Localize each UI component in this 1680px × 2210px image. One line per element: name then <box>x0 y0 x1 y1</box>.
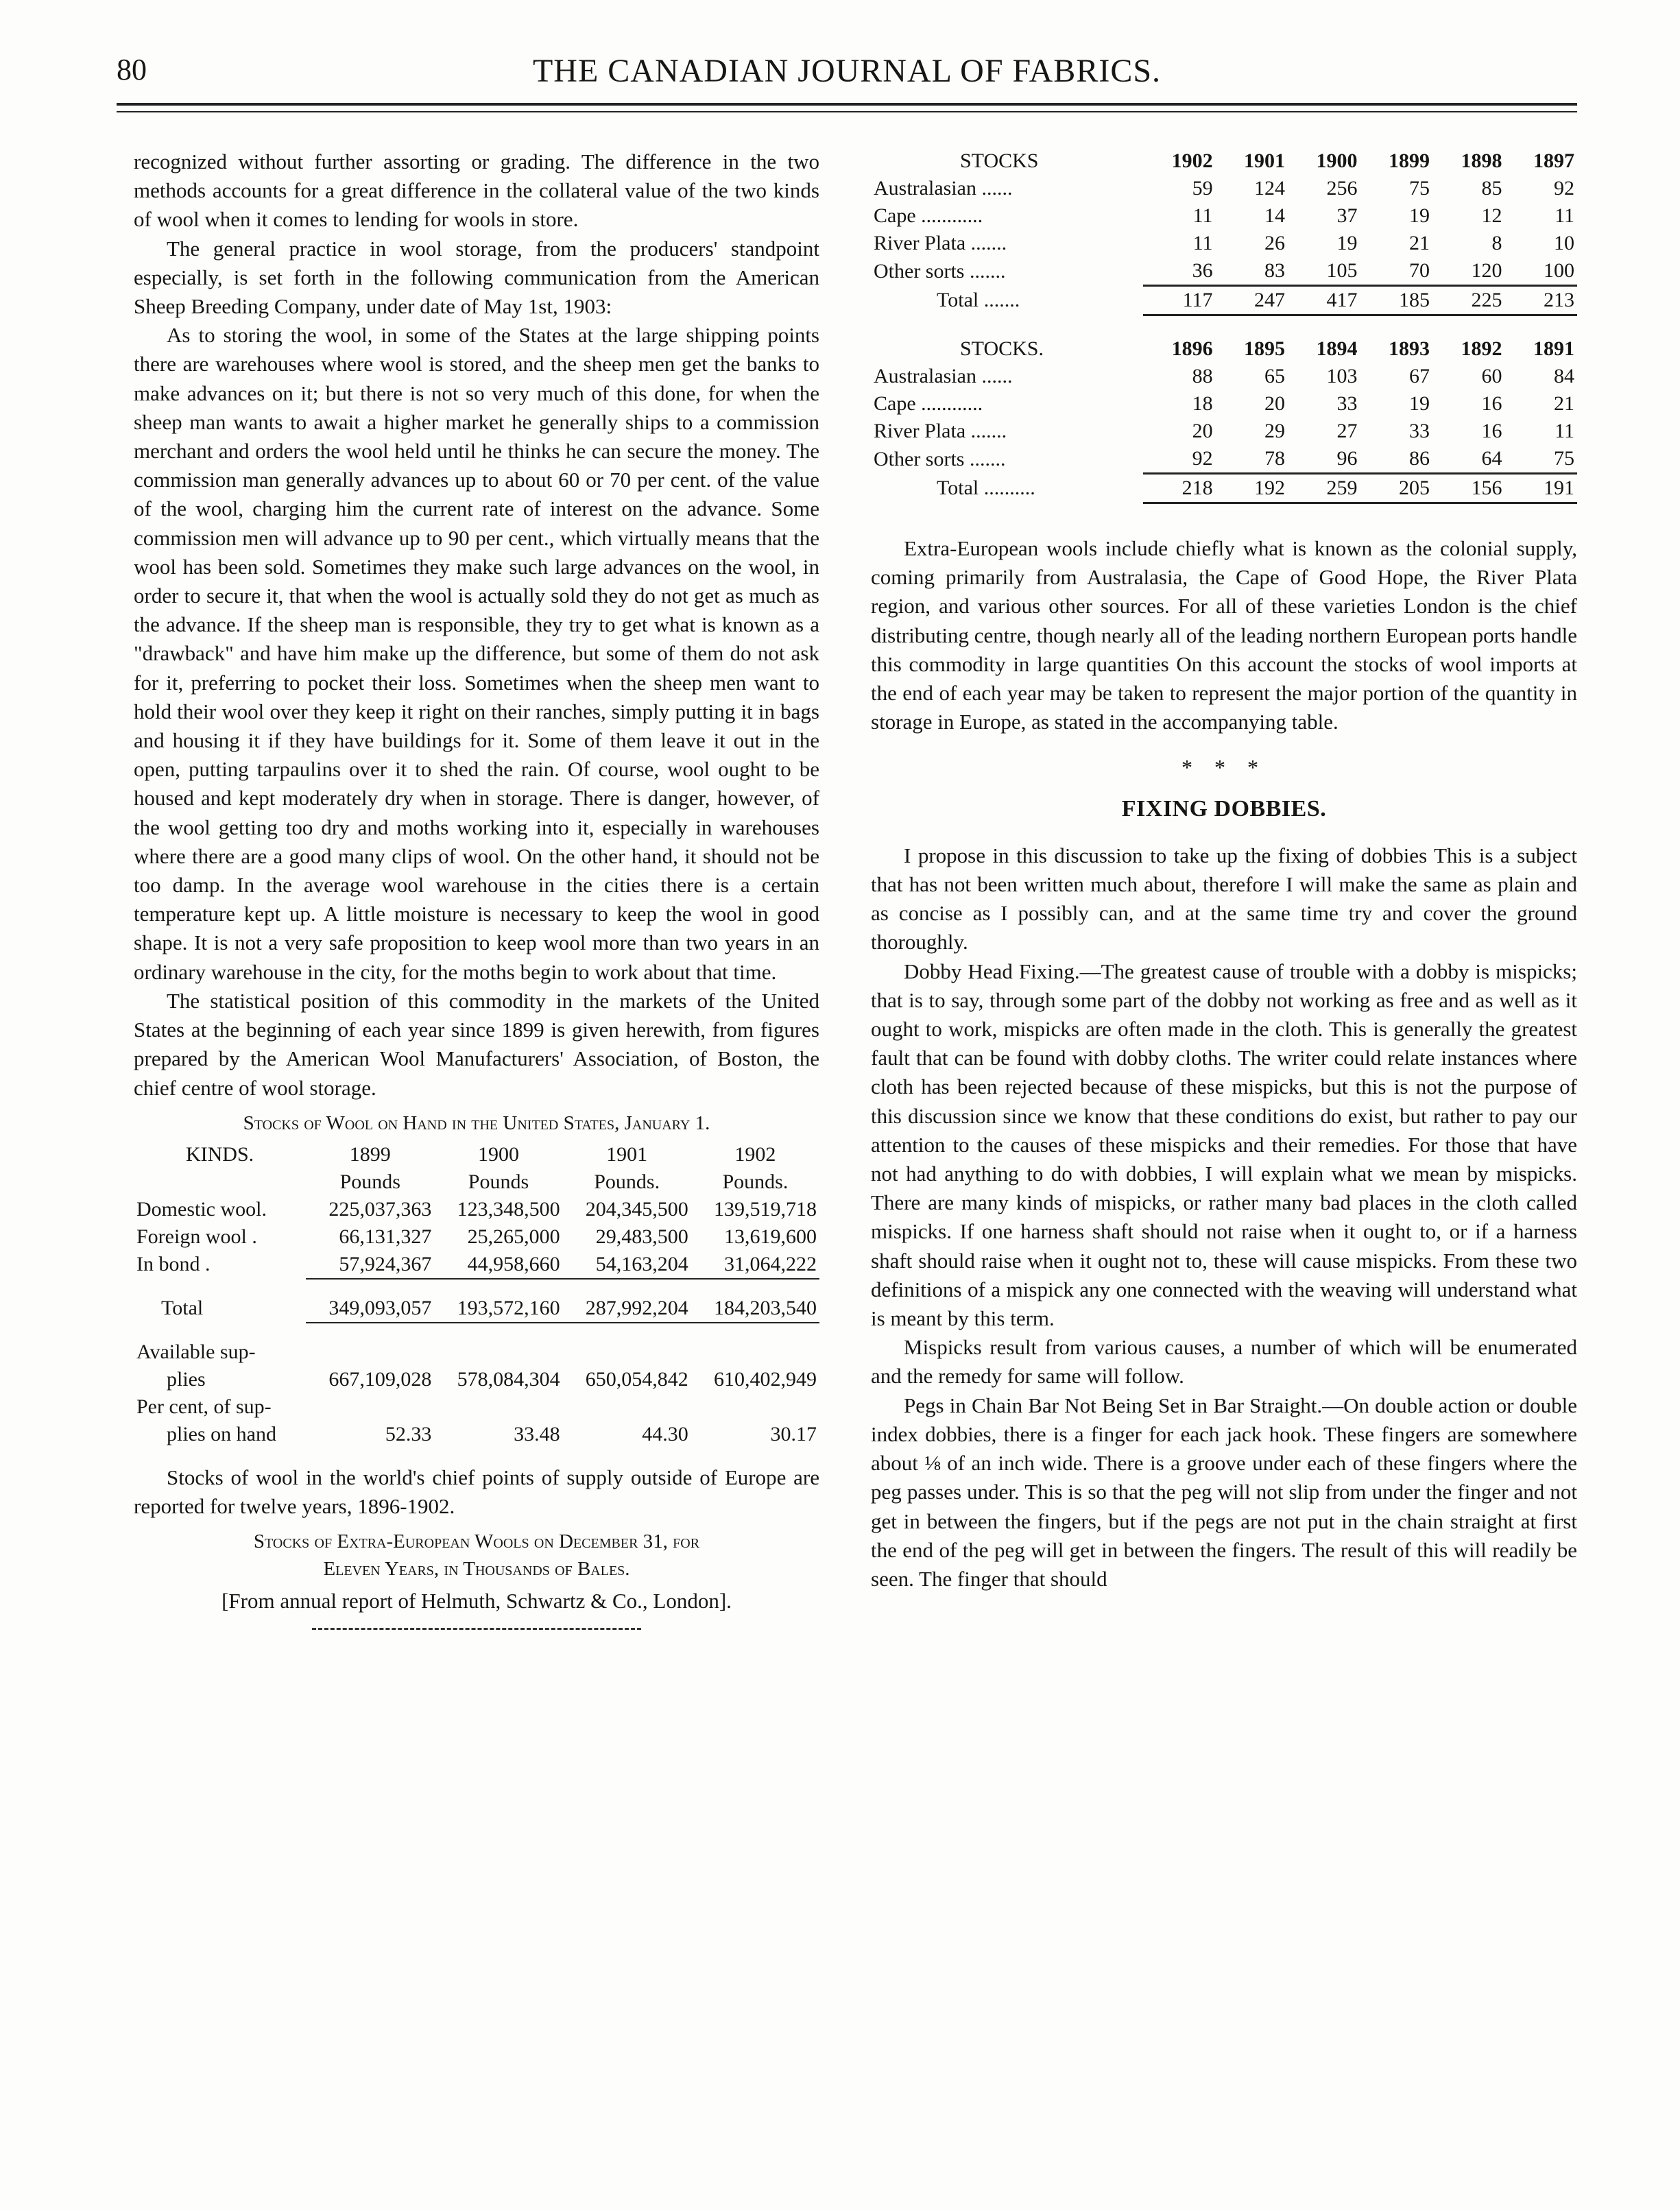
table-cell: 36 <box>1192 259 1213 282</box>
table-cell: 578,084,304 <box>457 1367 560 1391</box>
table-cell: 44,958,660 <box>434 1251 562 1279</box>
year-header: 1902 <box>734 1142 776 1166</box>
row-label: Total ....... <box>937 289 1020 311</box>
table-cell: 88 <box>1192 365 1213 387</box>
table-cell: 417 <box>1288 286 1360 315</box>
kinds-header: KINDS. <box>185 1142 254 1166</box>
unit-header: Pounds. <box>594 1170 660 1193</box>
table-cell: 14 <box>1264 204 1286 227</box>
table-row <box>871 202 1577 230</box>
table-row <box>134 1251 819 1279</box>
table-row <box>871 363 1577 390</box>
stocks-caption-line2: Eleven Years, in Thousands of Bales. <box>323 1558 630 1581</box>
paragraph: Extra-European wools include chiefly what is known as the colonial supply, coming primarily from Australasia, the Cape of Good Hope, the River Plata region, and various other sources. For all of these varieties London is the chief distributing centre, though nearly all of the leading northern European ports handle this commodity in large quantities On this account the stocks of wool imports at the end of each year may be taken to represent the major portion of the quantity in storage in Europe, as stated in the accompanying table. <box>871 536 1577 734</box>
right-column <box>871 147 1577 1594</box>
paragraph: The general practice in wool storage, from the producers' standpoint especially, is set forth in the following communication from the American Sheep Breeding Company, under date of May 1st, 1903: <box>134 236 819 319</box>
table-row <box>871 390 1577 418</box>
paragraph: Pegs in Chain Bar Not Being Set in Bar Straight.—On double action or double index dobbies, there is a finger for each jack hook. These fingers are somewhere about ⅛ of an inch wide. There is a groove under each of these fingers where the peg passes under. This is so that the peg will not slip from under the finger and not get in between the fingers, but if the pegs are not put in the chain straight at first the end of the peg will get in between the fingers. The result of this will readily be seen. The finger that should <box>871 1393 1577 1591</box>
row-label: Other sorts ....... <box>874 447 1006 470</box>
table-cell: 8 <box>1491 232 1502 254</box>
paragraph: The statistical position of this commodity in the markets of the United States at the beginning of each year since 1899 is given herewith, from figures prepared by the American Wool Manufacturers' Association, of Boston, the chief centre of wool storage. <box>134 988 819 1100</box>
stocks-caption-line1: Stocks of Extra-European Wools on December 31, for <box>253 1530 700 1553</box>
year-header: 1899 <box>1388 149 1430 172</box>
table-cell: 59 <box>1192 177 1213 200</box>
table-cell: 10 <box>1554 232 1574 254</box>
page-number: 80 <box>117 53 147 86</box>
header-rule-thin <box>117 111 1577 112</box>
year-header: 1893 <box>1388 337 1430 360</box>
table-cell: 256 <box>1326 177 1358 200</box>
table-cell: 123,348,500 <box>457 1197 560 1221</box>
table-cell: 29,483,500 <box>595 1225 688 1248</box>
table-cell: 31,064,222 <box>691 1251 819 1279</box>
table-cell: 64 <box>1481 447 1502 470</box>
paragraph: As to storing the wool, in some of the States at the large shipping points there are warehouses where wool is stored, and the sheep men get the banks to make advances on it; but there is not so very much of this done, for when the sheep man wants to await a higher market he generally ships to a commission merchant and orders the wool held until he thinks he can secure the money. The commission man generally advances up to about 60 or 70 per cent. of the value of the wool, charging him the current rate of interest on the advance. Some commission men will advance up to 90 per cent., which virtually means that the wool has been sold. Sometimes they make such large advances on the wool, in order to secure it, that when the wool is actually sold they do not get as much as the advance. If the sheep man is responsible, they try to get what is known as a "drawback" and have him make up the difference, but some of them do not ask for it, preferring to pocket their loss. Sometimes when the sheep men want to hold their wool over they keep it right on their ranches, simply putting it in bags and housing it if they have buildings for it. Some of them leave it out in the open, putting tarpaulins over it to shed the rain. Of course, wool ought to be housed and kept moderately dry when in storage. There is danger, however, of the wool getting too dry and moths working into it, especially in warehouses where there are a good many clips of wool. On the other hand, it should not be too damp. In the average wool warehouse in the cities there is a certain temperature kept up. A little moisture is necessary to keep the wool in good shape. It is not a very safe proposition to keep wool more than two years in an ordinary warehouse in the city, for the moths begin to work about that time. <box>134 323 819 984</box>
table-cell: 349,093,057 <box>306 1295 434 1323</box>
left-column <box>134 147 819 1630</box>
row-label: Total .......... <box>937 477 1035 499</box>
table-cell: 11 <box>1555 204 1574 227</box>
table-row <box>871 418 1577 445</box>
table-cell: 92 <box>1554 177 1574 200</box>
table-cell: 18 <box>1192 392 1213 415</box>
table-cell: 225,037,363 <box>328 1197 432 1221</box>
table-cell: 156 <box>1432 474 1504 503</box>
row-label: Cape ............ <box>874 392 983 415</box>
end-rule <box>312 1628 641 1630</box>
table-cell: 16 <box>1481 420 1502 442</box>
table-cell: 117 <box>1143 286 1215 315</box>
table-cell: 37 <box>1336 204 1358 227</box>
table-cell: 33 <box>1408 420 1430 442</box>
table-cell: 54,163,204 <box>563 1251 691 1279</box>
table-cell: 33.48 <box>514 1422 560 1445</box>
table-cell: 610,402,949 <box>714 1367 817 1391</box>
table-cell: 96 <box>1336 447 1358 470</box>
table-cell: 11 <box>1192 204 1213 227</box>
row-label: Available sup- <box>136 1340 256 1363</box>
table-cell: 60 <box>1481 365 1502 387</box>
table-cell: 20 <box>1264 392 1286 415</box>
row-label: Cape ............ <box>874 204 983 227</box>
stocks-header: STOCKS <box>960 149 1039 172</box>
year-header: 1896 <box>1171 337 1213 360</box>
year-header: 1898 <box>1461 149 1502 172</box>
table-row <box>134 1223 819 1251</box>
year-header: 1891 <box>1533 337 1574 360</box>
table-cell: 12 <box>1481 204 1502 227</box>
unit-header: Pounds <box>468 1170 529 1193</box>
paragraph: I propose in this discussion to take up the fixing of dobbies This is a subject that has not been written much about, therefore I will make the same as plain and as concise as I possibly can, and at the same time try and cover the ground thoroughly. <box>871 843 1577 954</box>
row-label: plies <box>167 1367 206 1391</box>
table-cell: 65 <box>1264 365 1286 387</box>
table-cell: 650,054,842 <box>585 1367 688 1391</box>
table-cell: 66,131,327 <box>339 1225 432 1248</box>
table-cell: 120 <box>1471 259 1502 282</box>
row-label: Foreign wool . <box>136 1225 257 1248</box>
year-header: 1901 <box>1244 149 1286 172</box>
table-cell: 103 <box>1326 365 1358 387</box>
table-cell: 29 <box>1264 420 1286 442</box>
table-cell: 100 <box>1544 259 1574 282</box>
table-cell: 247 <box>1216 286 1288 315</box>
header-rule <box>117 103 1577 106</box>
year-header: 1897 <box>1533 149 1574 172</box>
table-row <box>134 1366 819 1393</box>
table-cell: 75 <box>1408 177 1430 200</box>
year-header: 1892 <box>1461 337 1502 360</box>
table-cell: 21 <box>1408 232 1430 254</box>
table-cell: 30.17 <box>770 1422 817 1445</box>
stocks-header: STOCKS. <box>960 337 1044 360</box>
table-cell: 218 <box>1143 474 1215 503</box>
row-label: Australasian ...... <box>874 365 1013 387</box>
row-label: plies on hand <box>167 1422 276 1445</box>
table-cell: 92 <box>1192 447 1213 470</box>
table-cell: 13,619,600 <box>724 1225 817 1248</box>
year-header: 1901 <box>606 1142 648 1166</box>
table-cell: 213 <box>1504 286 1577 315</box>
table-cell: 192 <box>1216 474 1288 503</box>
table-cell: 19 <box>1408 392 1430 415</box>
table-row <box>871 257 1577 286</box>
table-cell: 70 <box>1408 259 1430 282</box>
extra-european-stocks-table-1 <box>871 147 1577 504</box>
table-cell: 27 <box>1336 420 1358 442</box>
table-cell: 11 <box>1555 420 1574 442</box>
table-cell: 185 <box>1360 286 1432 315</box>
unit-header: Pounds. <box>722 1170 789 1193</box>
table-row <box>871 175 1577 202</box>
table-cell: 26 <box>1264 232 1286 254</box>
wool-table-caption: Stocks of Wool on Hand in the United States, January 1. <box>243 1112 710 1134</box>
row-label: River Plata ....... <box>874 232 1007 254</box>
table-cell: 16 <box>1481 392 1502 415</box>
table-cell: 193,572,160 <box>434 1295 562 1323</box>
table-cell: 11 <box>1192 232 1213 254</box>
section-title: FIXING DOBBIES. <box>1121 795 1327 821</box>
table-cell: 124 <box>1254 177 1286 200</box>
table-cell: 33 <box>1336 392 1358 415</box>
table-cell: 44.30 <box>642 1422 688 1445</box>
table-cell: 86 <box>1408 447 1430 470</box>
section-divider-stars: * * * <box>1181 755 1267 780</box>
table-cell: 225 <box>1432 286 1504 315</box>
year-header: 1900 <box>1316 149 1358 172</box>
row-label: Domestic wool. <box>136 1197 267 1221</box>
wool-stocks-table <box>134 1141 819 1448</box>
year-header: 1895 <box>1244 337 1286 360</box>
table-cell: 78 <box>1264 447 1286 470</box>
table-cell: 67 <box>1408 365 1430 387</box>
table-cell: 52.33 <box>385 1422 432 1445</box>
row-label: Other sorts ....... <box>874 259 1006 283</box>
table-row <box>134 1196 819 1223</box>
table-row <box>134 1338 819 1366</box>
table-cell: 75 <box>1554 447 1574 470</box>
paragraph: Mispicks result from various causes, a number of which will be enumerated and the remedy for same will follow. <box>871 1335 1577 1389</box>
row-label: River Plata ....... <box>874 420 1007 442</box>
table-cell: 667,109,028 <box>328 1367 432 1391</box>
table-cell: 191 <box>1504 474 1577 503</box>
table-cell: 83 <box>1264 259 1286 282</box>
table-row <box>134 1421 819 1448</box>
table-cell: 287,992,204 <box>563 1295 691 1323</box>
table-cell: 21 <box>1554 392 1574 415</box>
total-row <box>871 286 1577 315</box>
table-cell: 85 <box>1481 177 1502 200</box>
total-row <box>871 474 1577 503</box>
table-cell: 205 <box>1360 474 1432 503</box>
table-row <box>134 1393 819 1421</box>
table-cell: 57,924,367 <box>306 1251 434 1279</box>
journal-title: THE CANADIAN JOURNAL OF FABRICS. <box>532 53 1162 89</box>
paragraph: Dobby Head Fixing.—The greatest cause of trouble with a dobby is mispicks; that is to say, through some part of the dobby not working as free and as well as it ought to work, mispicks are often made in the cloth. This is generally the greatest fault that can be found with dobby cloths. The writer could relate instances where cloth has been rejected because of these mispicks, but this is not the purpose of this discussion since we know that these conditions do exist, but rather to pay our attention to the causes of these mispicks and their remedies. For those that have not had anything to do with dobbies, I will explain what we mean by mispicks. There are many kinds of mispicks, or rather many bad places in the cloth called mispicks. If one harness shaft should not raise when it ought to, or if a harness shaft should raise when it ought not to, these will cause mispicks. From these two definitions of a mispick any one connected with the weaving will understand what is meant by this term. <box>871 959 1577 1331</box>
year-header: 1894 <box>1316 337 1358 360</box>
table-cell: 259 <box>1288 474 1360 503</box>
page-header <box>117 52 1577 100</box>
table-row <box>871 445 1577 474</box>
table-cell: 20 <box>1192 420 1213 442</box>
table-cell: 204,345,500 <box>585 1197 688 1221</box>
source-note: [From annual report of Helmuth, Schwartz & Co., London]. <box>221 1589 732 1613</box>
year-header: 1902 <box>1171 149 1213 172</box>
table-cell: 139,519,718 <box>714 1197 817 1221</box>
paragraph: recognized without further assorting or grading. The difference in the two methods accounts for a great difference in the collateral value of the two kinds of wool when it comes to lending for wools in store. <box>134 149 819 232</box>
unit-header: Pounds <box>339 1170 400 1193</box>
year-header: 1900 <box>477 1142 519 1166</box>
table-cell: 25,265,000 <box>467 1225 560 1248</box>
table-cell: 19 <box>1336 232 1358 254</box>
table-row <box>871 230 1577 257</box>
year-header: 1899 <box>349 1142 391 1166</box>
table-cell: 84 <box>1554 365 1574 387</box>
total-row <box>134 1295 819 1323</box>
table-cell: 19 <box>1408 204 1430 227</box>
row-label: Australasian ...... <box>874 177 1013 200</box>
table-cell: 184,203,540 <box>691 1295 819 1323</box>
paragraph: Stocks of wool in the world's chief points of supply outside of Europe are reported for twelve years, 1896-1902. <box>134 1465 819 1518</box>
row-label: In bond . <box>136 1253 211 1276</box>
table-cell: 105 <box>1326 259 1358 282</box>
row-label: Per cent, of sup- <box>136 1395 272 1418</box>
row-label: Total <box>161 1297 204 1320</box>
